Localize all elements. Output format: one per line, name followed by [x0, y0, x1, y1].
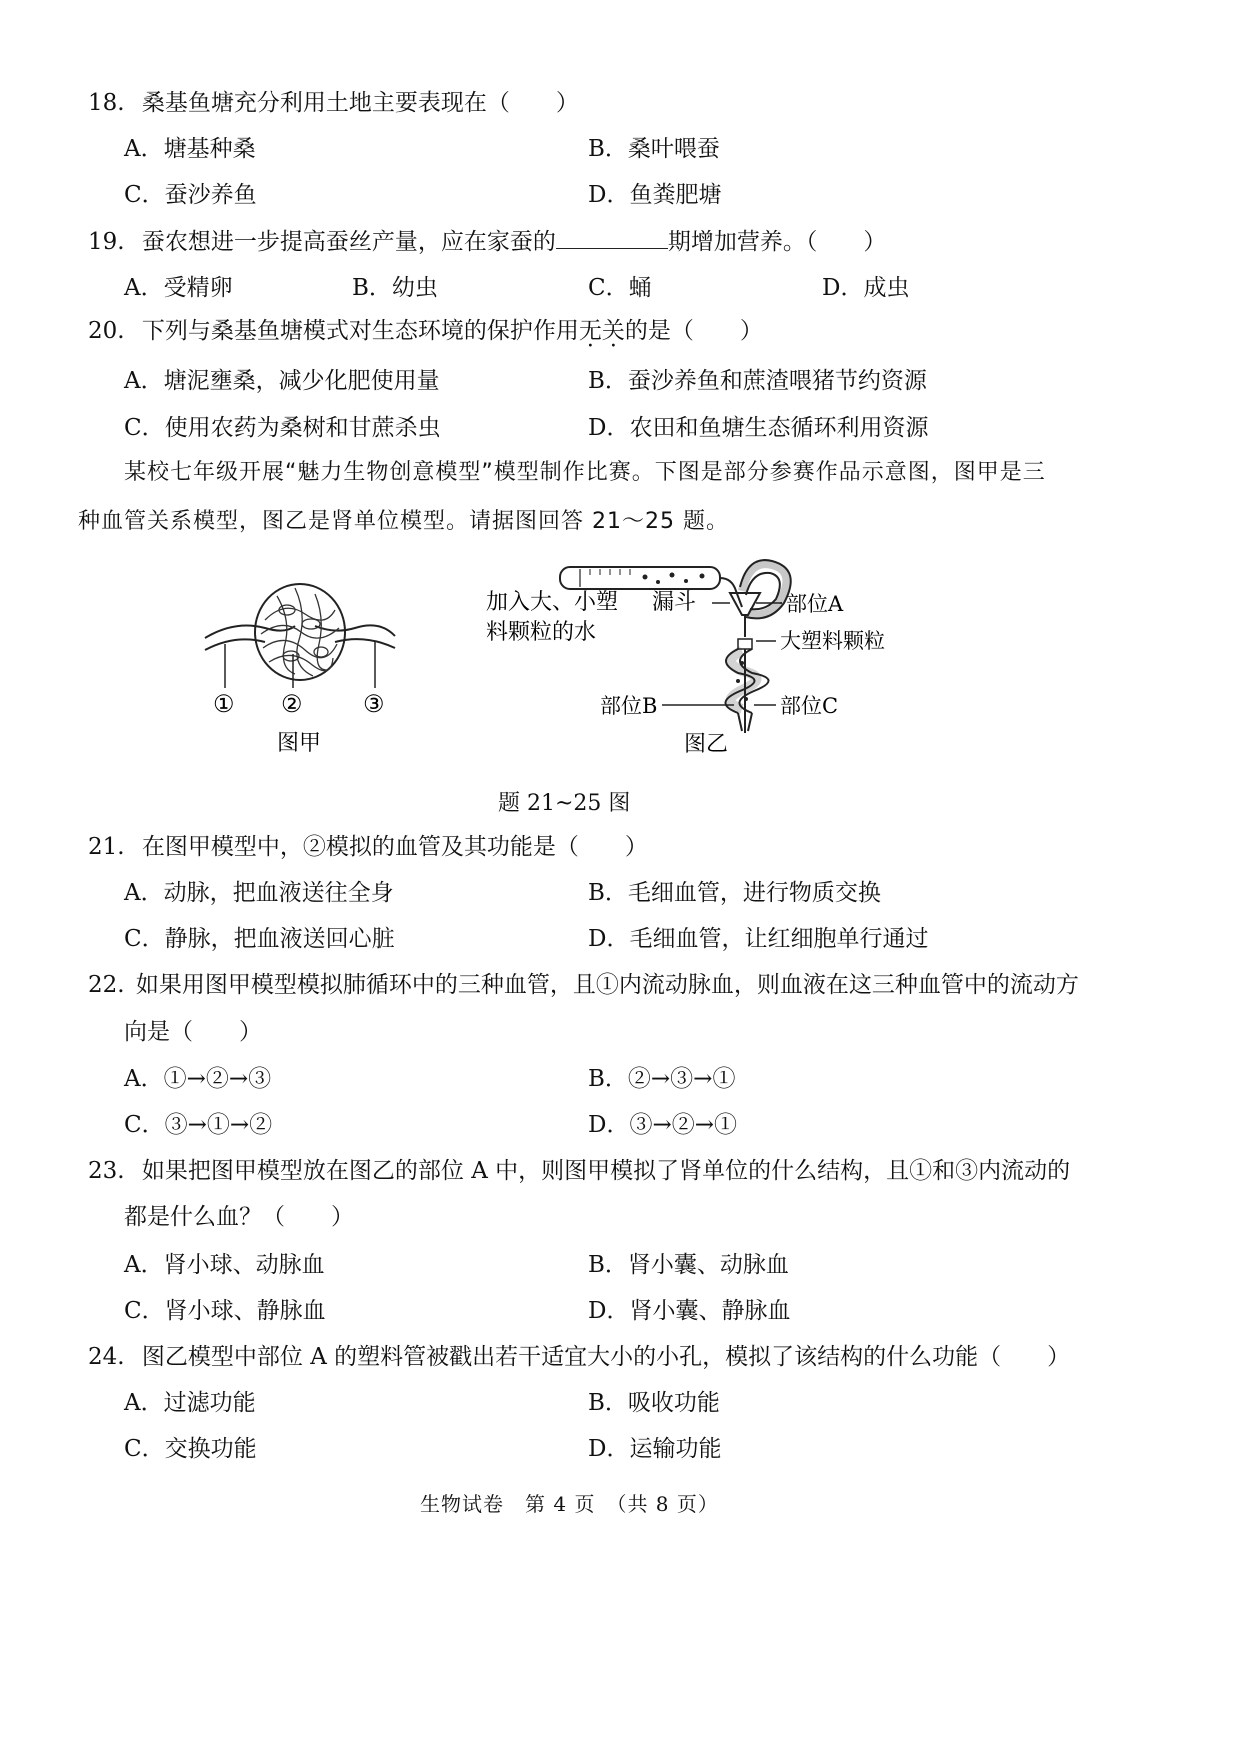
question-stem: 在图甲模型中，②模拟的血管及其功能是（ ） — [141, 834, 648, 860]
option-d: D．毛细血管，让红细胞单行通过 — [588, 926, 929, 952]
option-c: C．静脉，把血液送回心脏 — [124, 926, 395, 952]
question-22 — [88, 970, 1079, 1000]
question-stem-b: 的是（ ） — [624, 318, 763, 344]
yi-text-2: 料颗粒的水 — [486, 620, 597, 645]
yi-text-1: 加入大、小塑 — [486, 590, 619, 615]
funnel-label: 漏斗 — [652, 590, 697, 615]
answer-blank[interactable] — [556, 226, 668, 249]
part-c-label: 部位C — [780, 694, 839, 718]
option-b: B．桑叶喂蚕 — [588, 136, 720, 162]
big-particle-label: 大塑料颗粒 — [780, 629, 885, 653]
option-a: A．肾小球、动脉血 — [124, 1252, 325, 1278]
question-number: 18. — [88, 90, 125, 116]
option-c: C．蛹 — [588, 275, 652, 301]
figure-jia-caption: 图甲 — [277, 731, 322, 756]
label-1: ① — [213, 690, 235, 718]
passage-line-2: 种血管关系模型，图乙是肾单位模型。请据图回答 21～25 题。 — [78, 509, 729, 534]
option-b: B．吸收功能 — [588, 1390, 720, 1416]
option-a: A．塘基种桑 — [124, 136, 256, 162]
option-a: A．塘泥壅桑，减少化肥使用量 — [124, 368, 440, 394]
option-c: C．使用农药为桑树和甘蔗杀虫 — [124, 415, 441, 441]
option-a: A．动脉，把血液送往全身 — [124, 880, 394, 906]
question-stem-b: 期增加营养。（ ） — [667, 229, 887, 255]
question-number: 24. — [88, 1344, 125, 1370]
question-number: 22. — [88, 972, 125, 998]
option-a: A．受精卵 — [124, 275, 233, 301]
option-d: D．运输功能 — [588, 1436, 722, 1462]
option-d: D．③→②→① — [588, 1112, 737, 1138]
question-number: 20. — [88, 318, 125, 344]
option-c: C．交换功能 — [124, 1436, 257, 1462]
question-20 — [88, 316, 763, 346]
option-d: D．肾小囊、静脉血 — [588, 1298, 791, 1324]
question-18 — [88, 88, 579, 118]
question-stem-a: 下列与桑基鱼塘模式对生态环境的保护作用 — [141, 318, 579, 344]
question-24 — [88, 1342, 1070, 1372]
question-stem-cont: 向是（ ） — [124, 1019, 262, 1045]
question-stem-cont: 都是什么血？（ ） — [124, 1204, 354, 1230]
question-number: 21. — [88, 834, 125, 860]
question-stem: 如果把图甲模型放在图乙的部位 A 中，则图甲模拟了肾单位的什么结构，且①和③内流动的 — [141, 1158, 1071, 1184]
option-b: B．幼虫 — [352, 275, 438, 301]
option-b: B．②→③→① — [588, 1066, 736, 1092]
option-a: A．①→②→③ — [124, 1066, 272, 1092]
option-b: B．蚕沙养鱼和蔗渣喂猪节约资源 — [588, 368, 927, 394]
option-b: B．肾小囊、动脉血 — [588, 1252, 789, 1278]
question-stem: 如果用图甲模型模拟肺循环中的三种血管，且①内流动脉血，则血液在这三种血管中的流动方 — [135, 972, 1079, 998]
option-c: C．肾小球、静脉血 — [124, 1298, 326, 1324]
option-d: D．成虫 — [822, 275, 910, 301]
question-stem-a: 蚕农想进一步提高蚕丝产量，应在家蚕的 — [141, 229, 556, 255]
question-stem: 桑基鱼塘充分利用土地主要表现在（ ） — [141, 90, 579, 116]
question-stem: 图乙模型中部位 A 的塑料管被戳出若干适宜大小的小孔，模拟了该结构的什么功能（ ） — [141, 1344, 1071, 1370]
part-a-label: 部位A — [786, 592, 844, 616]
label-2: ② — [281, 690, 303, 718]
option-d: D．鱼粪肥塘 — [588, 182, 722, 208]
question-19 — [88, 226, 886, 257]
part-b-label: 部位B — [600, 694, 658, 718]
passage-line-1: 某校七年级开展“魅力生物创意模型”模型制作比赛。下图是部分参赛作品示意图，图甲是三 — [124, 460, 1046, 485]
figure-yi — [480, 555, 910, 765]
figure-jia — [195, 570, 405, 760]
option-a: A．过滤功能 — [124, 1390, 256, 1416]
question-23 — [88, 1156, 1070, 1186]
label-3: ③ — [363, 690, 385, 718]
option-d: D．农田和鱼塘生态循环利用资源 — [588, 415, 929, 441]
option-c: C．③→①→② — [124, 1112, 273, 1138]
emphasis-char: 关 — [601, 318, 625, 344]
option-b: B．毛细血管，进行物质交换 — [588, 880, 881, 906]
emphasis-char: 无 — [578, 318, 602, 344]
page-footer: 生物试卷 第 4 页 （共 8 页） — [420, 1492, 719, 1516]
option-c: C．蚕沙养鱼 — [124, 182, 257, 208]
question-number: 23. — [88, 1158, 125, 1184]
figure-yi-caption: 图乙 — [684, 732, 729, 757]
figure-title: 题 21~25 图 — [498, 791, 631, 816]
question-number: 19. — [88, 229, 125, 255]
question-21 — [88, 832, 648, 862]
